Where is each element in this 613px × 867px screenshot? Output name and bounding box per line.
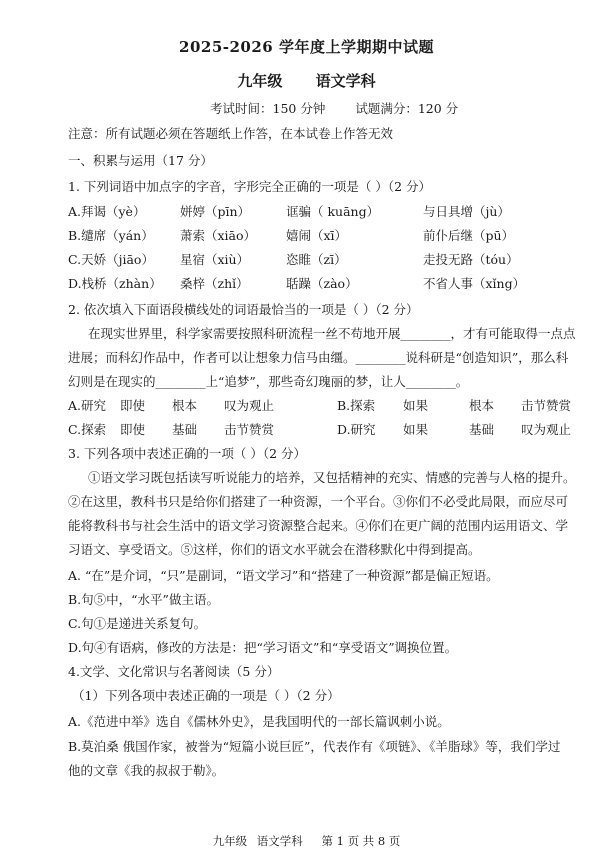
q2-option-d (337, 420, 606, 438)
question-3-option-a: A. “在”是介词，“只”是副词，“语文学习”和“搭建了一种资源”都是偏正短语。 (68, 568, 499, 583)
question-1-row-a (68, 202, 553, 220)
question-3-option-d: D.句④有语病，修改的方法是：把“学习语文”和“享受语文”调换位置。 (68, 640, 458, 655)
q2-a-word: 即使 (120, 398, 146, 413)
q1-d-word-2: 桑梓（zhǐ） (180, 276, 249, 291)
q1-b-word-1: B.缱席（yán） (68, 228, 154, 243)
exam-subtitle (0, 70, 613, 91)
q2-c-word: 基础 (172, 422, 198, 437)
q1-d-word-4: 不省人事（xǐng） (423, 276, 526, 291)
q2-b-word: B.探索 (337, 398, 376, 413)
q2-option-a (68, 396, 337, 414)
q1-d-word-3: 聒躁（zào） (286, 276, 358, 291)
q1-a-word-4: 与日具增（jù） (423, 204, 510, 219)
q1-a-word-1: A.拜谒（yè） (68, 204, 146, 219)
q1-c-word-3: 恣睢（zī） (286, 252, 347, 267)
question-4-option-b: B.莫泊桑 俄国作家，被誉为“短篇小说巨匠”，代表作有《项链》、《羊脂球》等，我们学过 (68, 739, 561, 754)
footer-subject: 语文学科 (256, 834, 303, 848)
question-2-passage-line: 在现实世界里，科学家需要按照科研流程一丝不苟地开展________，才有可能取得一点点 (88, 326, 576, 341)
q2-option-b (337, 396, 606, 414)
question-4-heading: 4.文学、文化常识与名著阅读（5 分） (68, 664, 280, 679)
question-3-passage-line: ①语文学习既包括读写听说能力的培养，又包括精神的充实、情感的完善与人格的提升。 (88, 470, 576, 485)
question-2-options-row-2 (68, 420, 606, 438)
question-3-passage-line: ②在这里，教科书只是给你们搭建了一种资源，一个平台。③你们不必受此局限，而应尽可 (68, 494, 569, 509)
q1-c-word-1: C.天娇（jiāo） (68, 252, 154, 267)
question-1-stem: 1. 下列词语中加点字的字音，字形完全正确的一项是（ ）（2 分） (68, 179, 432, 194)
q2-a-word: 根本 (172, 398, 198, 413)
question-2-stem: 2. 依次填入下面语段横线处的词语最恰当的一项是（ ）（2 分） (68, 302, 419, 317)
exam-score: 试题满分：120 分 (355, 101, 459, 116)
q1-c-word-4: 走投无路（tóu） (423, 252, 519, 267)
question-2-passage-line: 进展；而科幻作品中，作者可以让想象力信马由缰。________说科研是“创造知识”，那么科 (68, 350, 569, 365)
q1-a-word-2: 姘婷（pīn） (180, 204, 251, 219)
q1-b-word-3: 嬉闹（xī） (286, 228, 348, 243)
q2-d-word: 叹为观止 (521, 422, 572, 437)
q2-b-word: 根本 (469, 398, 495, 413)
question-3-stem: 3. 下列各项中表述正确的一项（ ）（2 分） (68, 446, 307, 461)
q2-a-word: A.研究 (68, 398, 107, 413)
exam-notice: 注意：所有试题必须在答题纸上作答，在本试卷上作答无效 (68, 126, 394, 141)
q1-b-word-2: 萧索（xiāo） (180, 228, 257, 243)
q1-c-word-2: 星宿（xiù） (180, 252, 250, 267)
q2-option-c (68, 420, 337, 438)
exam-title: 2025-2026 学年度上学期期中试题 (179, 38, 434, 56)
question-2-passage-line: 幻则是在现实的________上“追梦”，那些奇幻瑰丽的梦，让人________。 (68, 374, 469, 389)
footer-page: 第 1 页 共 8 页 (321, 834, 401, 848)
question-2-options-row-1 (68, 396, 606, 414)
question-1-row-c (68, 250, 553, 268)
question-3-passage-line: 习语文、享受语文。⑤这样，你们的语文水平就会在潜移默化中得到提高。 (68, 542, 481, 557)
section-heading: 一、积累与运用（17 分） (68, 153, 213, 168)
q2-d-word: 如果 (403, 422, 429, 437)
q1-d-word-1: D.栈桥（zhàn） (68, 276, 162, 291)
q2-a-word: 叹为观止 (224, 398, 275, 413)
subject-label: 语文学科 (315, 72, 376, 90)
grade-label: 九年级 (237, 72, 283, 90)
exam-time: 考试时间：150 分钟 (210, 101, 326, 116)
q2-d-word: D.研究 (337, 422, 376, 437)
q2-b-word: 击节赞赏 (521, 398, 572, 413)
question-1-row-d (68, 274, 553, 292)
question-4-option-b-cont: 他的文章《我的叔叔于勒》。 (68, 763, 225, 778)
q1-a-word-3: 诓骗（ kuāng） (286, 204, 380, 219)
question-3-option-c: C.句①是递进关系复句。 (68, 616, 207, 631)
page-footer (0, 833, 613, 849)
question-1-row-b (68, 226, 553, 244)
exam-info (210, 99, 484, 117)
question-3-passage-line: 能将教科书与社会生活中的语文学习资源整合起来。④你们在更广阔的范围内运用语文、学 (68, 518, 569, 533)
q2-c-word: C.探索 (68, 422, 107, 437)
question-4-sub-stem: （1）下列各项中表述正确的一项是（ ）（2 分） (72, 688, 340, 703)
q2-b-word: 如果 (403, 398, 429, 413)
footer-grade: 九年级 (212, 834, 248, 848)
question-4-option-a: A.《范进中举》选自《儒林外史》，是我国明代的一部长篇讽刺小说。 (68, 714, 450, 729)
question-3-option-b: B.句⑤中，“水平”做主语。 (68, 592, 219, 607)
q2-c-word: 即使 (120, 422, 146, 437)
q2-d-word: 基础 (469, 422, 495, 437)
q1-b-word-4: 前仆后继（pū） (423, 228, 515, 243)
q2-c-word: 击节赞赏 (224, 422, 275, 437)
